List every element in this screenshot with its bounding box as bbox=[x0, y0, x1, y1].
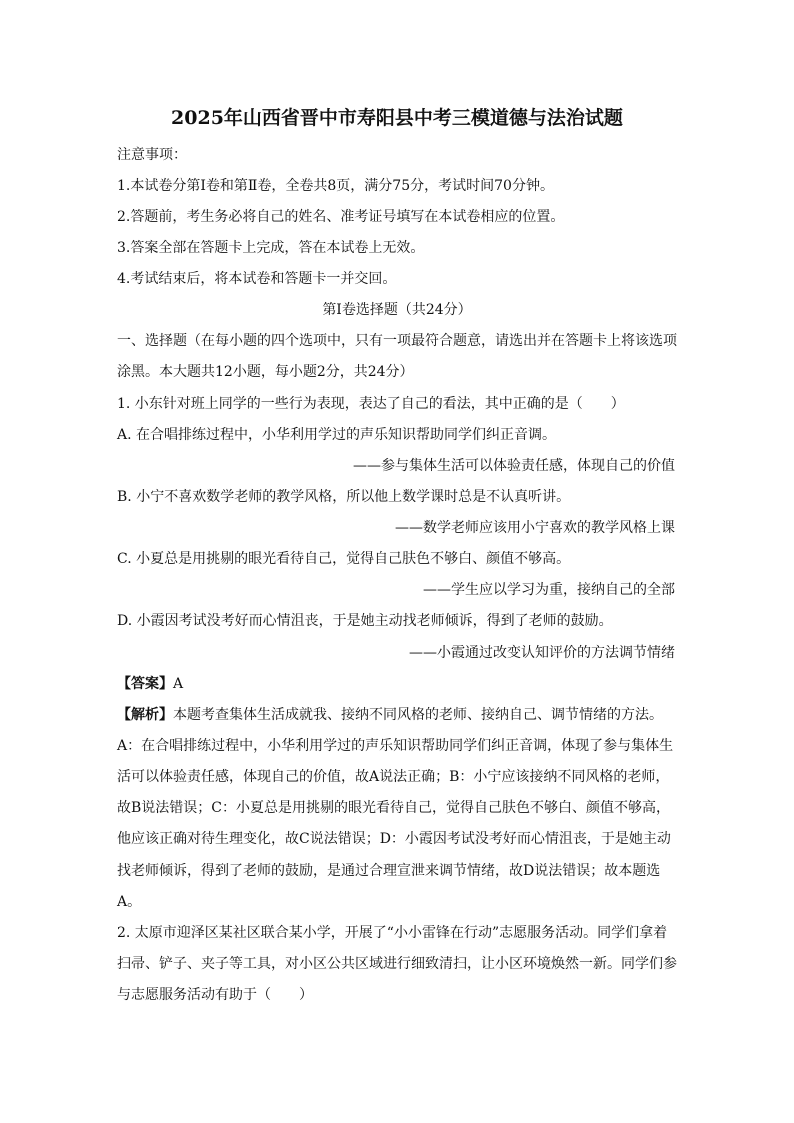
notice-item: 3.答案全部在答题卡上完成，答在本试卷上无效。 bbox=[117, 240, 425, 256]
analysis-line: 他应该正确对待生理变化，故C说法错误；D：小霞因考试没考好而心情沮丧，于是她主动 bbox=[117, 831, 671, 847]
section-title: 第Ⅰ卷选择题（共24分） bbox=[322, 302, 472, 318]
option-b-note: ——数学老师应该用小宁喜欢的教学风格上课 bbox=[395, 520, 675, 536]
question-2-line: 2. 太原市迎泽区某社区联合某小学，开展了“小小雷锋在行动”志愿服务活动。同学们拿着 bbox=[117, 925, 668, 941]
analysis-line: 故B说法错误；C：小夏总是用挑剔的眼光看待自己，觉得自己肤色不够白、颜值不够高， bbox=[117, 800, 670, 816]
analysis-line: A：在合唱排练过程中，小华利用学过的声乐知识帮助同学们纠正音调，体现了参与集体生 bbox=[117, 738, 674, 754]
question-2-line: 扫帚、铲子、夹子等工具，对小区公共区域进行细致清扫，让小区环境焕然一新。同学们参 bbox=[117, 956, 677, 972]
question-1-stem: 1. 小东针对班上同学的一些行为表现，表达了自己的看法，其中正确的是（ ） bbox=[117, 396, 625, 412]
option-c-note: ——学生应以学习为重，接纳自己的全部 bbox=[423, 582, 675, 598]
instructions-line: 一、选择题（在每小题的四个选项中，只有一项最符合题意，请选出并在答题卡上将该选项 bbox=[117, 333, 677, 349]
option-d-note: ——小霞通过改变认知评价的方法调节情绪 bbox=[409, 645, 675, 661]
exam-title: 2025年山西省晋中市寿阳县中考三模道德与法治试题 bbox=[171, 107, 623, 129]
notice-item: 2.答题前，考生务必将自己的姓名、准考证号填写在本试卷相应的位置。 bbox=[117, 209, 565, 225]
analysis-text: 本题考查集体生活成就我、接纳不同风格的老师、接纳自己、调节情绪的方法。 bbox=[173, 707, 663, 723]
analysis-line bbox=[117, 706, 677, 724]
question-2-line: 与志愿服务活动有助于（ ） bbox=[117, 987, 313, 1003]
analysis-line: 找老师倾诉，得到了老师的鼓励，是通过合理宣泄来调节情绪，故D说法错误；故本题选 bbox=[117, 863, 661, 879]
analysis-line: 活可以体验责任感，体现自己的价值，故A说法正确；B：小宁应该接纳不同风格的老师， bbox=[117, 769, 670, 785]
option-c: C. 小夏总是用挑剔的眼光看待自己，觉得自己肤色不够白、颜值不够高。 bbox=[117, 551, 571, 567]
instructions-line: 涂黑。本大题共12小题，每小题2分，共24分） bbox=[117, 364, 414, 380]
option-b: B. 小宁不喜欢数学老师的教学风格，所以他上数学课时总是不认真听讲。 bbox=[117, 489, 571, 505]
notice-heading: 注意事项： bbox=[117, 147, 187, 163]
option-d: D. 小霞因考试没考好而心情沮丧，于是她主动找老师倾诉，得到了老师的鼓励。 bbox=[117, 613, 613, 629]
answer-line bbox=[117, 675, 677, 693]
notice-item: 1.本试卷分第Ⅰ卷和第Ⅱ卷，全卷共8页，满分75分，考试时间70分钟。 bbox=[117, 178, 554, 194]
notice-item: 4.考试结束后，将本试卷和答题卡一并交回。 bbox=[117, 271, 397, 287]
analysis-line: A。 bbox=[117, 894, 142, 910]
answer-value: A bbox=[173, 676, 184, 692]
answer-label: 【答案】 bbox=[117, 676, 173, 692]
analysis-label: 【解析】 bbox=[117, 707, 173, 723]
option-a: A. 在合唱排练过程中，小华利用学过的声乐知识帮助同学们纠正音调。 bbox=[117, 427, 557, 443]
option-a-note: ——参与集体生活可以体验责任感，体现自己的价值 bbox=[353, 458, 675, 474]
